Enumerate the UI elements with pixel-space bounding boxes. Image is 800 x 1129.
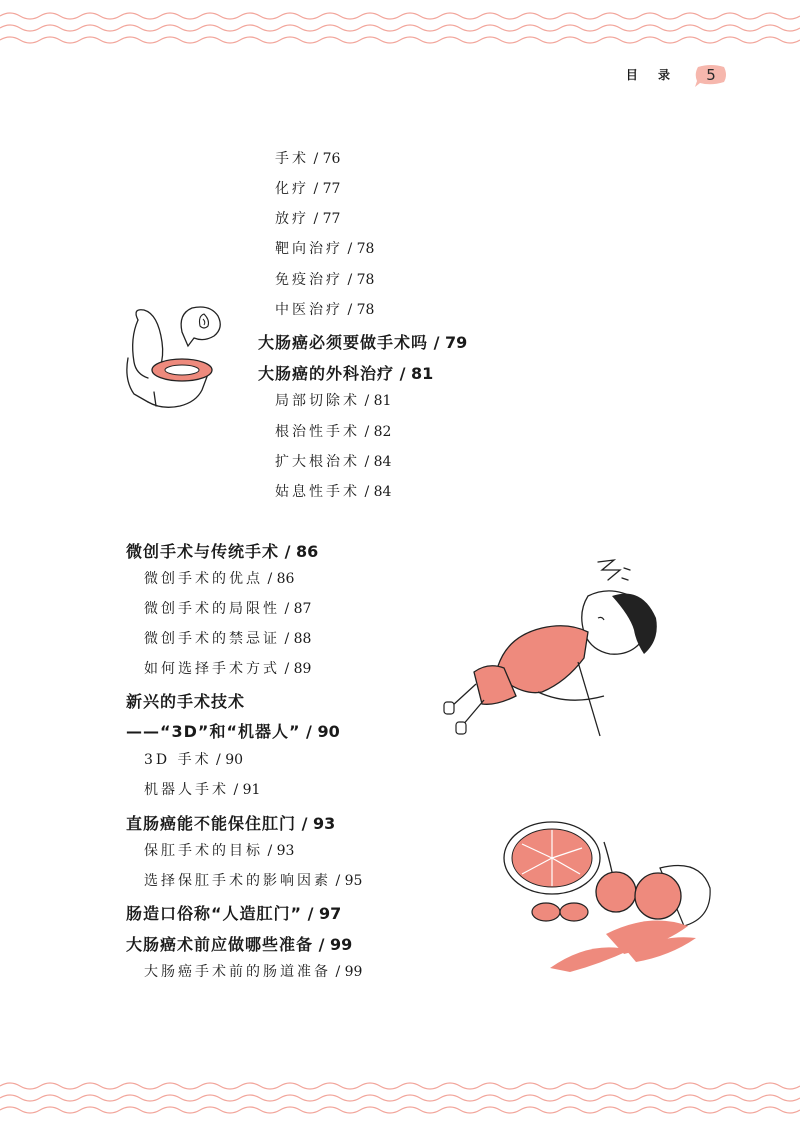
- toc-sub-entry[interactable]: 中医治疗 / 78: [275, 302, 375, 318]
- toc-sub-entry[interactable]: 免疫治疗 / 78: [275, 272, 375, 288]
- bottom-wave-border: [0, 1078, 800, 1118]
- toc-sub-entry[interactable]: 3D 手术 / 90: [144, 752, 244, 768]
- top-wave-border: [0, 8, 800, 48]
- toc-main-entry[interactable]: 大肠癌术前应做哪些准备 / 99: [126, 935, 353, 954]
- toc-sub-entry[interactable]: 局部切除术 / 81: [275, 393, 392, 409]
- toc-sub-entry[interactable]: 放疗 / 77: [275, 211, 341, 227]
- toc-sub-entry[interactable]: 根治性手术 / 82: [275, 424, 392, 440]
- toc-sub-entry[interactable]: 如何选择手术方式 / 89: [144, 661, 312, 677]
- toc-main-entry[interactable]: 大肠癌的外科治疗 / 81: [258, 364, 434, 383]
- toc-sub-entry[interactable]: 保肛手术的目标 / 93: [144, 843, 295, 859]
- page-number: 5: [706, 66, 716, 84]
- toc-sub-entry[interactable]: 微创手术的局限性 / 87: [144, 601, 312, 617]
- toilet-illustration: [118, 298, 228, 413]
- toc-main-entry[interactable]: 微创手术与传统手术 / 86: [126, 542, 319, 561]
- toc-sub-entry[interactable]: 机器人手术 / 91: [144, 782, 261, 798]
- toc-sub-entry[interactable]: 靶向治疗 / 78: [275, 241, 375, 257]
- header-title: 目 录: [625, 68, 678, 82]
- toc-sub-entry[interactable]: 手术 / 76: [275, 151, 341, 167]
- toc-sub-entry[interactable]: 姑息性手术 / 84: [275, 484, 392, 500]
- toc-sub-entry[interactable]: 化疗 / 77: [275, 181, 341, 197]
- toc-main-entry[interactable]: 肠造口俗称“人造肛门” / 97: [126, 904, 342, 923]
- toc-main-entry[interactable]: 新兴的手术技术: [126, 692, 246, 711]
- toc-sub-entry[interactable]: 选择保肛手术的影响因素 / 95: [144, 873, 363, 889]
- toc-sub-entry[interactable]: 微创手术的禁忌证 / 88: [144, 631, 312, 647]
- toc-sub-entry[interactable]: 大肠癌手术前的肠道准备 / 99: [144, 964, 363, 980]
- toc-main-entry[interactable]: 直肠癌能不能保住肛门 / 93: [126, 814, 336, 833]
- boy-stretching-illustration: [438, 556, 668, 746]
- toc-sub-entry[interactable]: 扩大根治术 / 84: [275, 454, 392, 470]
- page-header: [568, 64, 728, 88]
- page-number-badge: [694, 64, 728, 88]
- toc-sub-entry[interactable]: 微创手术的优点 / 86: [144, 571, 295, 587]
- fruit-illustration: [500, 808, 720, 986]
- toc-main-entry-continuation[interactable]: ——“3D”和“机器人” / 90: [126, 722, 340, 741]
- toc-main-entry[interactable]: 大肠癌必须要做手术吗 / 79: [258, 333, 468, 352]
